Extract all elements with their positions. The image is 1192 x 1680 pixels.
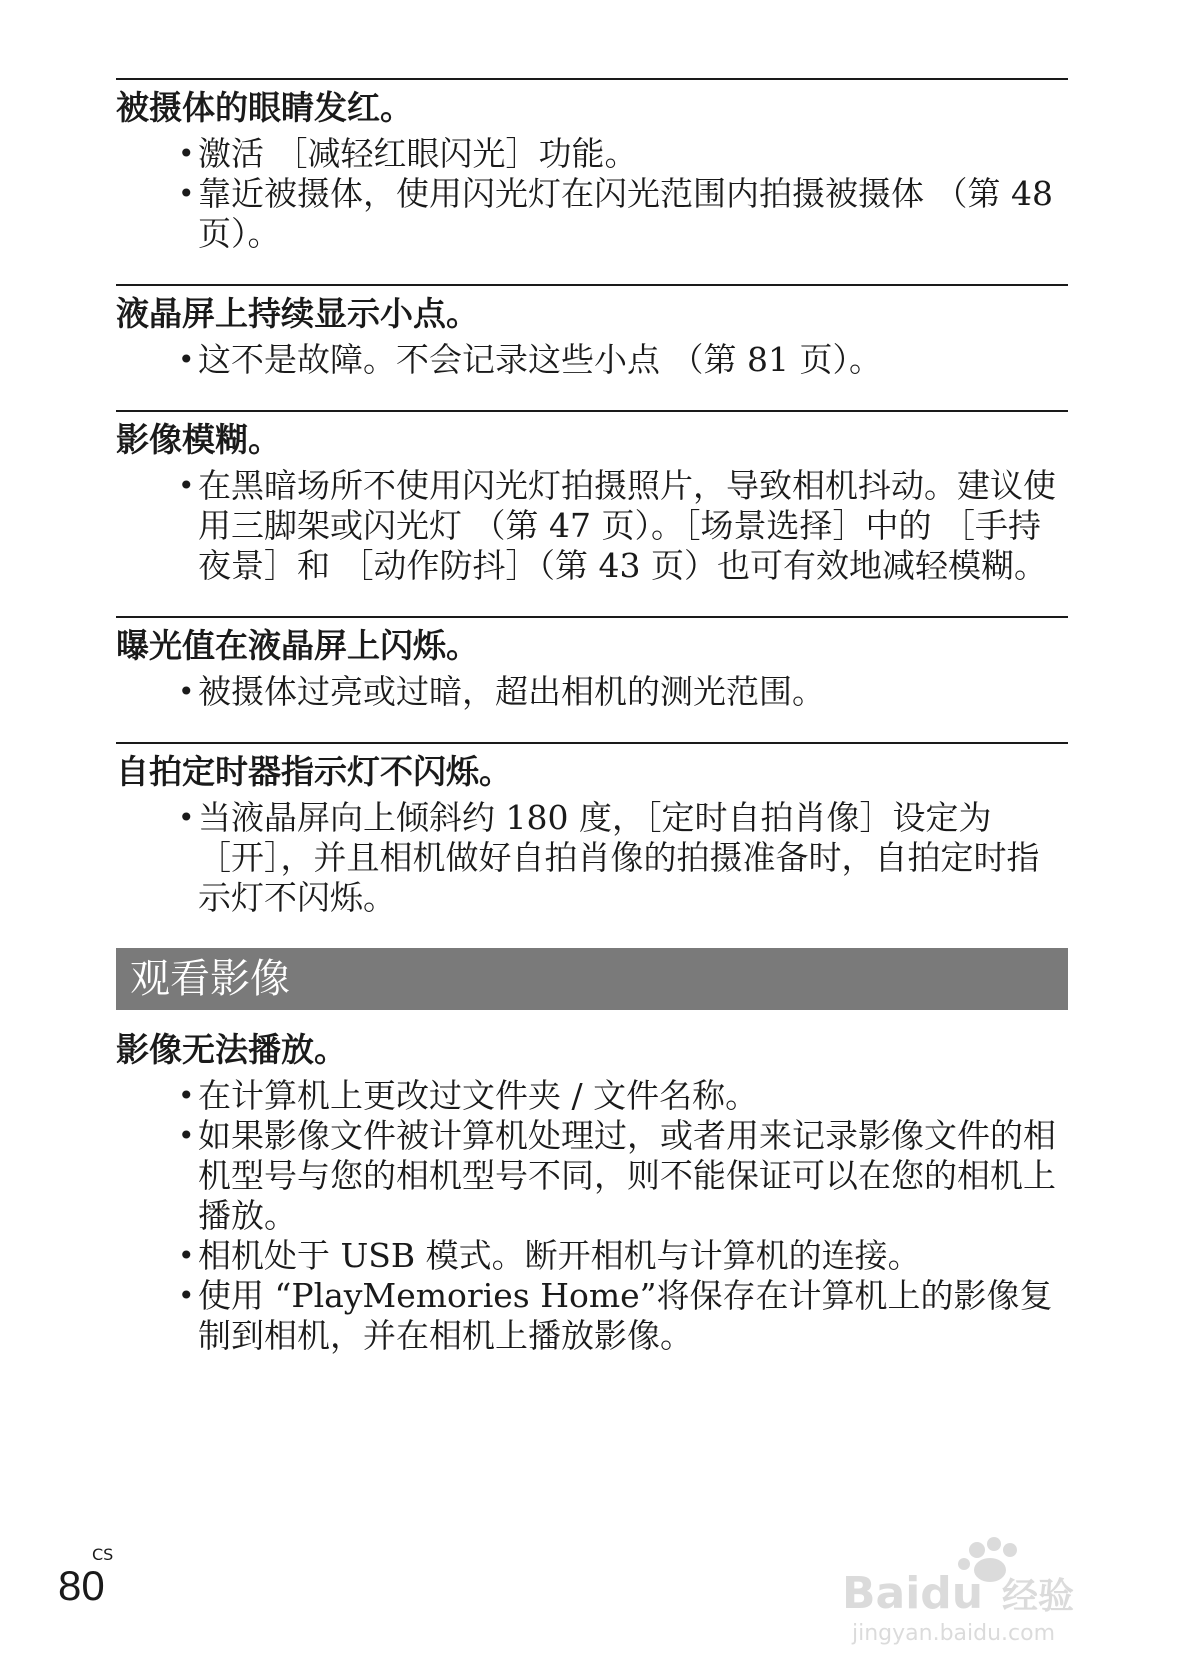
bullet-item: • 这不是故障。不会记录这些小点 （第 81 页）。 bbox=[178, 340, 1068, 380]
bullet-item: • 使用 “PlayMemories Home”将保存在计算机上的影像复制到相机，并在相机上播放影像。 bbox=[178, 1276, 1068, 1356]
watermark-sub: 经验 bbox=[1002, 1576, 1075, 1617]
issue-title: 影像无法播放。 bbox=[116, 1030, 347, 1069]
page-language-label: CS bbox=[92, 1545, 114, 1564]
bullet-list bbox=[116, 340, 1068, 380]
issue-title: 被摄体的眼睛发红。 bbox=[116, 88, 413, 127]
issue-title: 液晶屏上持续显示小点。 bbox=[116, 294, 479, 333]
page-number: 80 bbox=[58, 1562, 105, 1609]
issue-dots-on-screen bbox=[116, 284, 1068, 380]
issue-self-timer-lamp bbox=[116, 742, 1068, 918]
baidu-watermark-logo bbox=[832, 1530, 1132, 1650]
issue-red-eye bbox=[116, 78, 1068, 254]
bullet-list bbox=[116, 1076, 1068, 1356]
section-header-viewing: 观看影像 bbox=[116, 948, 1068, 1010]
bullet-item: • 在计算机上更改过文件夹 / 文件名称。 bbox=[178, 1076, 1068, 1116]
bullet-list bbox=[116, 134, 1068, 254]
issue-title: 自拍定时器指示灯不闪烁。 bbox=[116, 752, 512, 791]
bullet-item: • 当液晶屏向上倾斜约 180 度，［定时自拍肖像］设定为 ［开］，并且相机做好自拍肖像的拍摄准备时，自拍定时指示灯不闪烁。 bbox=[178, 798, 1068, 918]
issue-blurry-image bbox=[116, 410, 1068, 586]
bullet-item: • 被摄体过亮或过暗，超出相机的测光范围。 bbox=[178, 672, 1068, 712]
bullet-item: • 靠近被摄体，使用闪光灯在闪光范围内拍摄被摄体 （第 48 页）。 bbox=[178, 174, 1068, 254]
manual-page bbox=[116, 78, 1068, 1386]
bullet-list bbox=[116, 466, 1068, 586]
watermark-url: jingyan.baidu.com bbox=[852, 1621, 1056, 1646]
watermark-brand: Baidu bbox=[842, 1568, 984, 1619]
issue-title: 影像模糊。 bbox=[116, 420, 281, 459]
bullet-list bbox=[116, 798, 1068, 918]
issue-title: 曝光值在液晶屏上闪烁。 bbox=[116, 626, 479, 665]
bullet-item: • 在黑暗场所不使用闪光灯拍摄照片，导致相机抖动。建议使用三脚架或闪光灯 （第 47 页）。［场景选择］中的 ［手持夜景］和 ［动作防抖］（第 43 页）也可有效地减轻模糊。 bbox=[178, 466, 1068, 586]
bullet-list bbox=[116, 672, 1068, 712]
bullet-item: • 如果影像文件被计算机处理过，或者用来记录影像文件的相机型号与您的相机型号不同，则不能保证可以在您的相机上播放。 bbox=[178, 1116, 1068, 1236]
bullet-item: • 相机处于 USB 模式。断开相机与计算机的连接。 bbox=[178, 1236, 1068, 1276]
issue-cannot-play bbox=[116, 1028, 1068, 1356]
issue-exposure-flashing bbox=[116, 616, 1068, 712]
bullet-item: • 激活 ［减轻红眼闪光］功能。 bbox=[178, 134, 1068, 174]
